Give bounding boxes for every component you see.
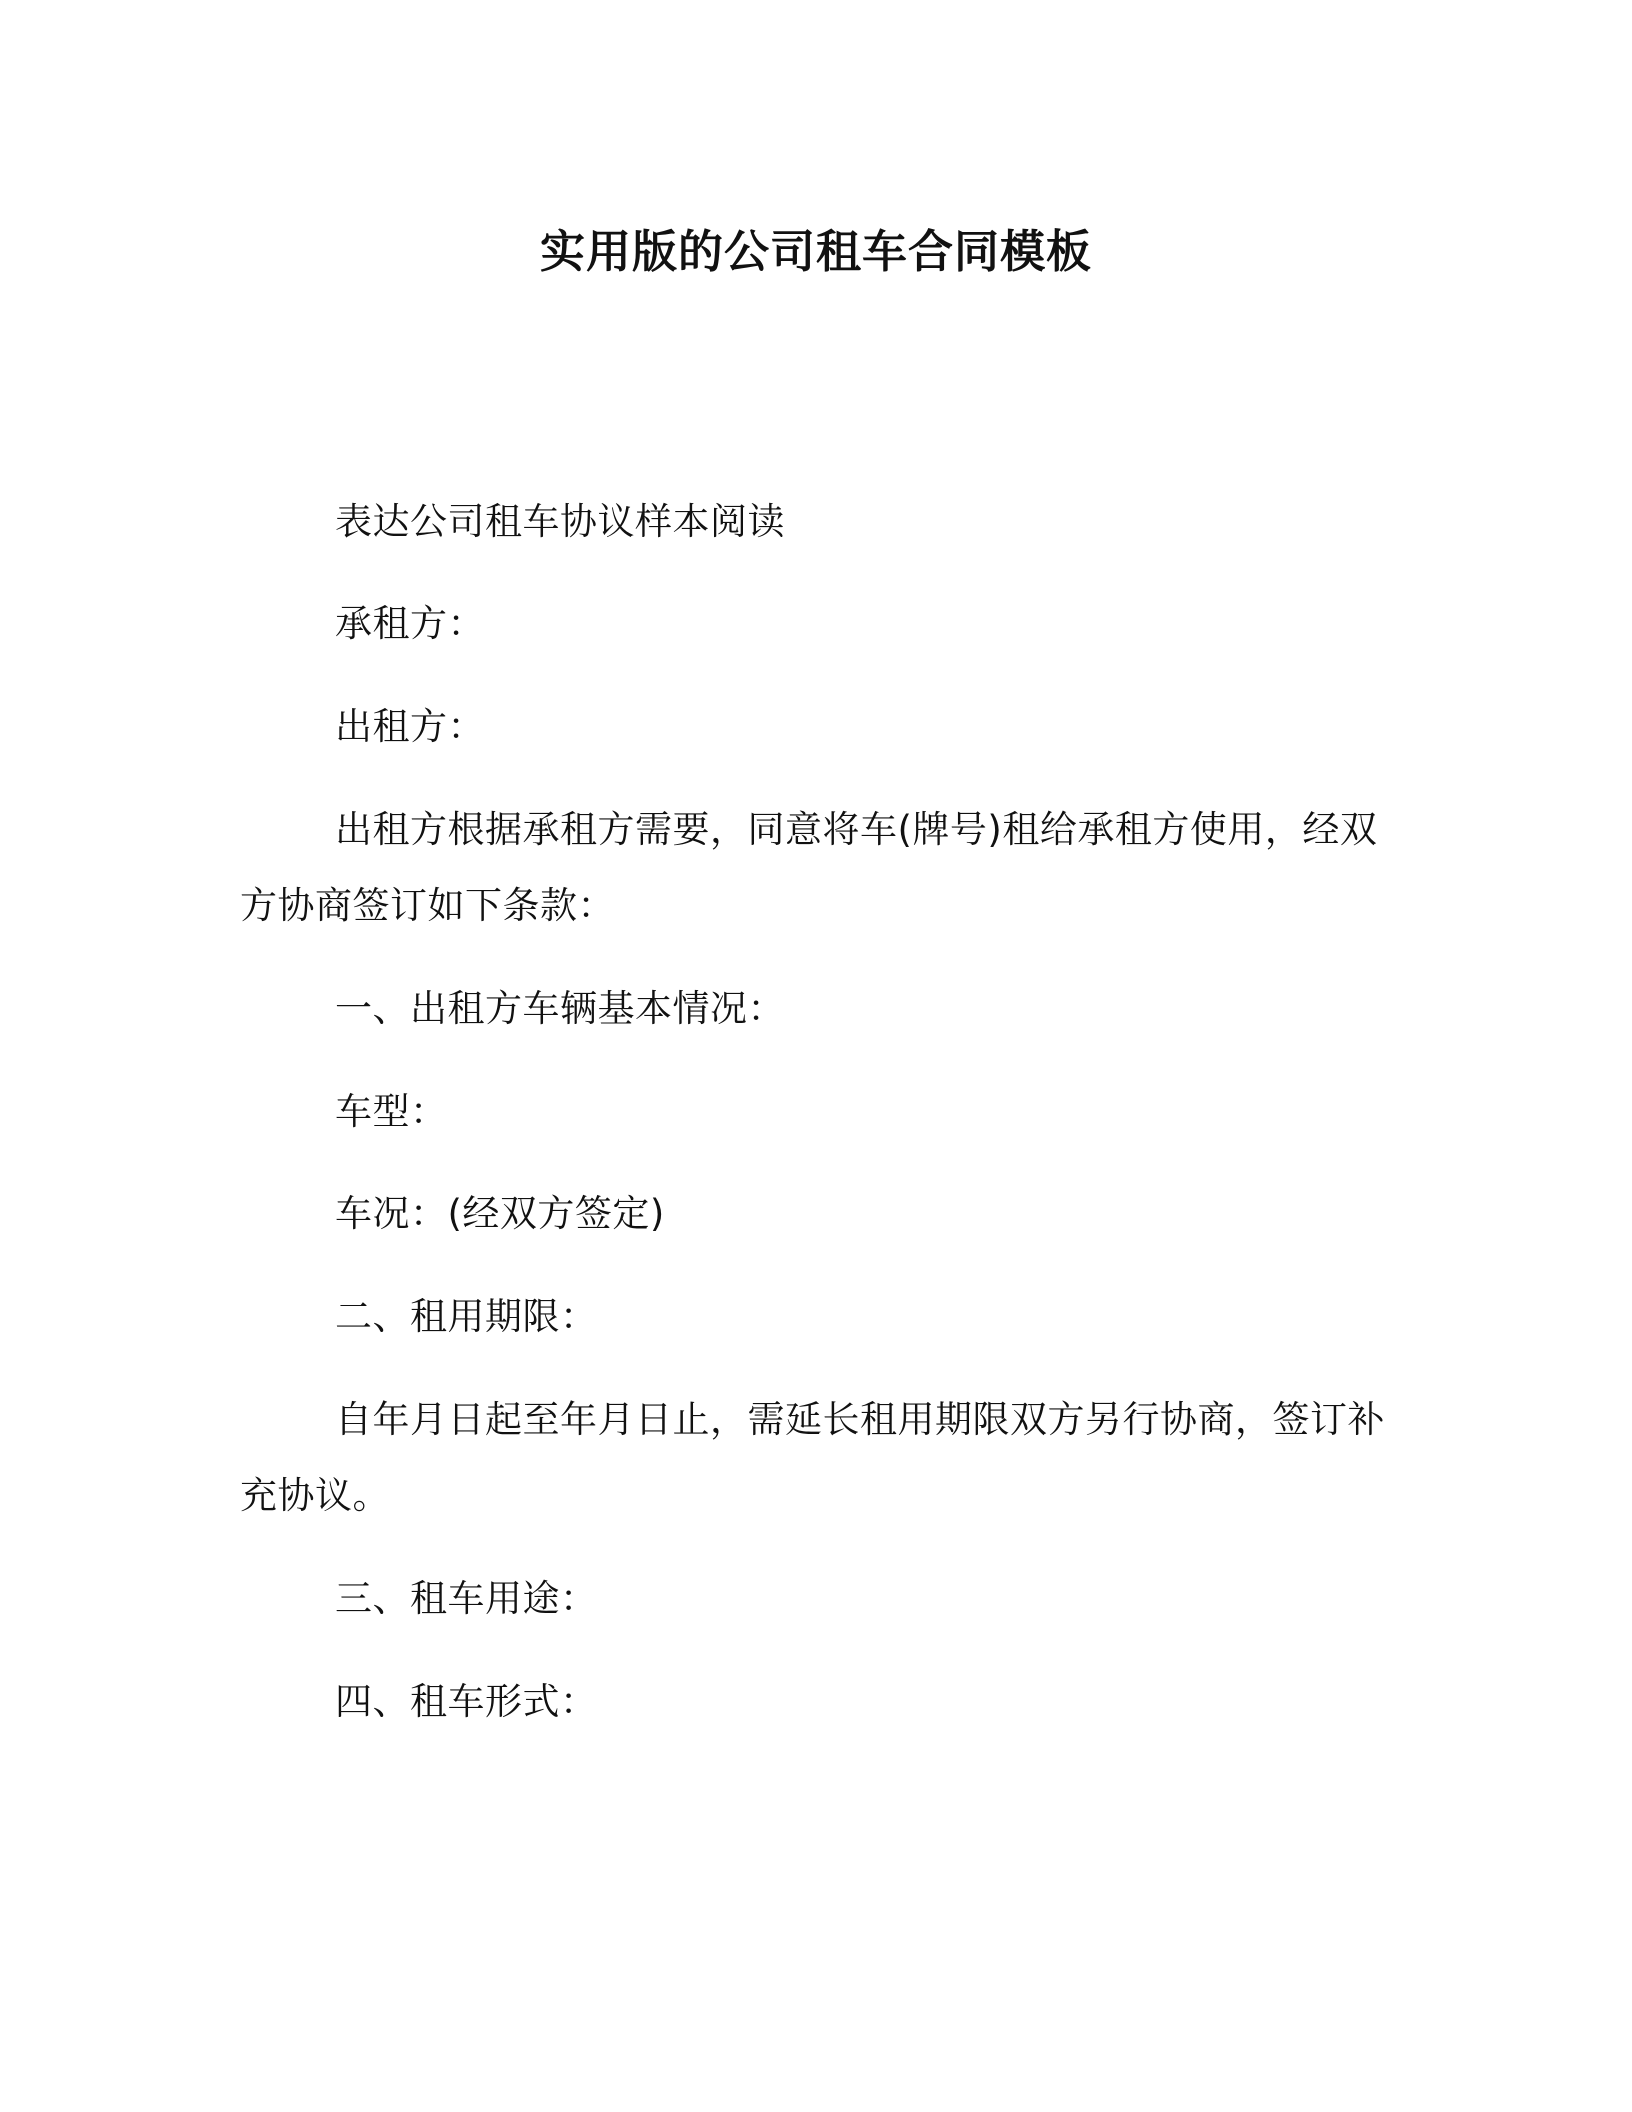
paragraph-rental-period: 自年月日起至年月日止，需延长租用期限双方另行协商，签订补充协议。 bbox=[240, 1398, 1385, 1517]
section-three-heading: 三、租车用途： bbox=[335, 1577, 598, 1620]
paragraph-lessee: 承租方： bbox=[335, 602, 485, 645]
paragraph-agreement: 出租方根据承租方需要，同意将车(牌号)租给承租方使用，经双方协商签订如下条款： bbox=[240, 808, 1378, 927]
paragraph-vehicle-model: 车型： bbox=[335, 1090, 448, 1133]
section-two-heading: 二、租用期限： bbox=[335, 1295, 598, 1338]
document-title: 实用版的公司租车合同模板 bbox=[539, 225, 1092, 278]
paragraph-intro: 表达公司租车协议样本阅读 bbox=[335, 500, 785, 543]
paragraph-lessor: 出租方： bbox=[335, 705, 485, 748]
section-one-heading: 一、出租方车辆基本情况： bbox=[335, 987, 785, 1030]
paragraph-vehicle-condition: 车况：(经双方签定) bbox=[335, 1192, 665, 1235]
section-four-heading: 四、租车形式： bbox=[335, 1680, 598, 1723]
